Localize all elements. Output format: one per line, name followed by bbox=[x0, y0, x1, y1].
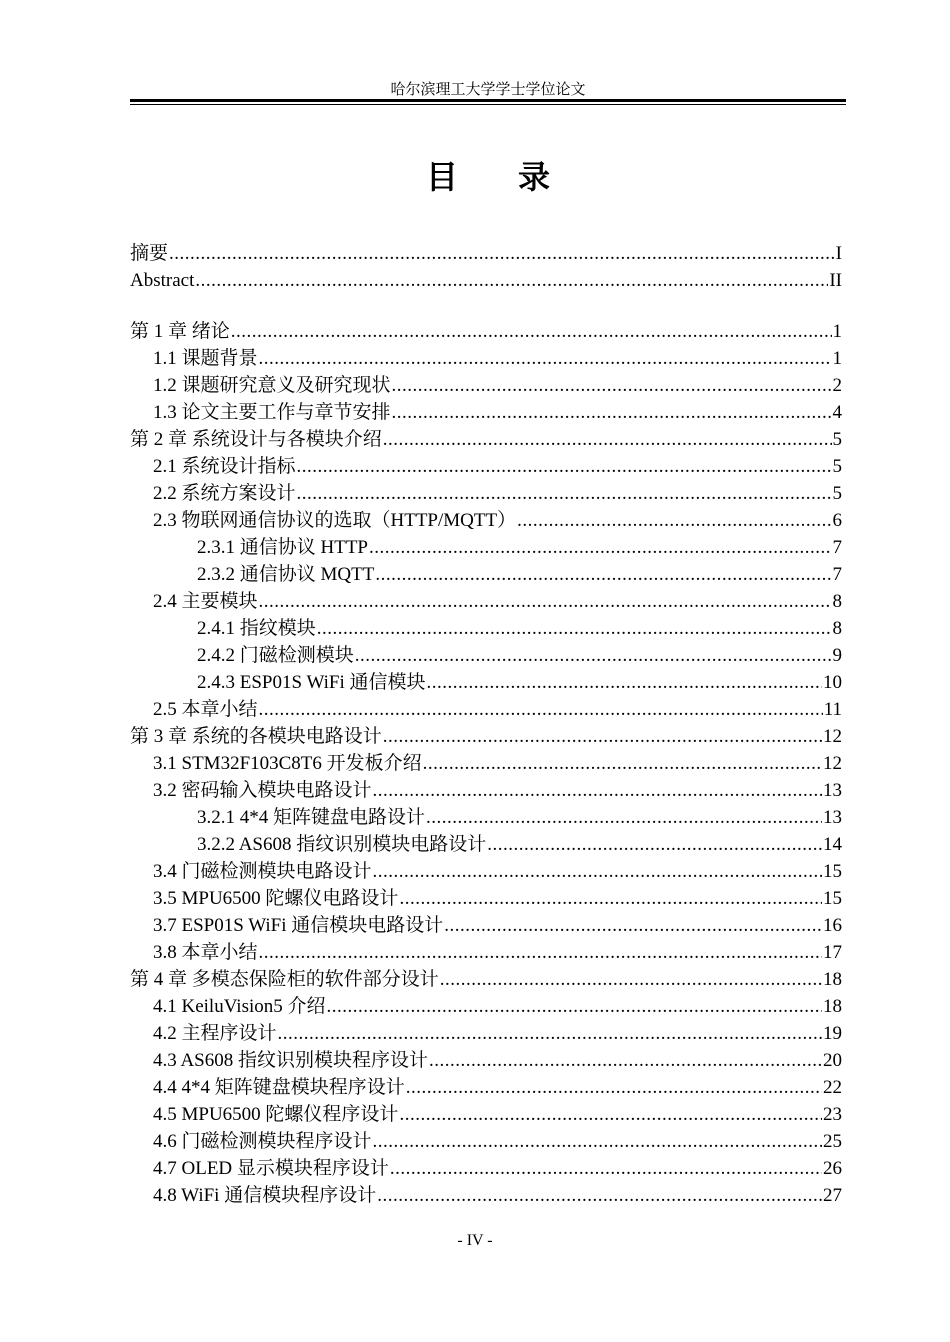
toc-entry-label: 2.4.2 门磁检测模块 bbox=[197, 645, 354, 666]
toc-entry[interactable] bbox=[130, 993, 842, 1020]
toc-entry[interactable] bbox=[130, 750, 842, 777]
toc-leader-dots bbox=[259, 939, 822, 966]
toc-entry-page: 1 bbox=[832, 348, 842, 369]
toc-entry[interactable] bbox=[130, 696, 842, 723]
toc-leader-dots bbox=[297, 453, 832, 480]
toc-leader-dots bbox=[487, 831, 822, 858]
toc-entry-label: 2.4.3 ESP01S WiFi 通信模块 bbox=[197, 672, 426, 693]
toc-entry-page: 8 bbox=[832, 618, 842, 639]
toc-entry[interactable] bbox=[130, 858, 842, 885]
toc-leader-dots bbox=[373, 1128, 822, 1155]
toc-entry-page: 16 bbox=[823, 915, 842, 936]
toc-entry[interactable] bbox=[130, 777, 842, 804]
toc-entry-page: 5 bbox=[832, 429, 842, 450]
toc-entry-page: 18 bbox=[823, 969, 842, 990]
toc-entry[interactable] bbox=[130, 426, 842, 453]
toc-leader-dots bbox=[259, 588, 832, 615]
toc-leader-dots bbox=[423, 750, 822, 777]
toc-entry-label: 4.7 OLED 显示模块程序设计 bbox=[153, 1158, 389, 1179]
toc-entry[interactable] bbox=[130, 1182, 842, 1209]
toc-entry[interactable] bbox=[130, 1155, 842, 1182]
toc-leader-dots bbox=[195, 267, 828, 294]
toc-entry-page: 19 bbox=[823, 1023, 842, 1044]
toc-entry[interactable] bbox=[130, 912, 842, 939]
toc-entry[interactable] bbox=[130, 561, 842, 588]
toc-leader-dots bbox=[440, 966, 822, 993]
toc-entry-label: 3.8 本章小结 bbox=[153, 942, 258, 963]
toc-leader-dots bbox=[369, 534, 831, 561]
toc-entry[interactable] bbox=[130, 1128, 842, 1155]
toc-entry-page: 4 bbox=[832, 402, 842, 423]
toc-leader-dots bbox=[231, 318, 832, 345]
header-rule-thick bbox=[130, 99, 846, 102]
toc-entry[interactable] bbox=[130, 588, 842, 615]
toc-entry-label: 4.8 WiFi 通信模块程序设计 bbox=[153, 1185, 377, 1206]
toc-entry-page: 13 bbox=[823, 780, 842, 801]
toc-leader-dots bbox=[278, 1020, 822, 1047]
toc-entry[interactable] bbox=[130, 804, 842, 831]
toc-entry-page: 8 bbox=[832, 591, 842, 612]
toc-entry-page: 22 bbox=[823, 1077, 842, 1098]
toc-entry-label: 第 1 章 绪论 bbox=[130, 321, 230, 342]
toc-leader-dots bbox=[392, 372, 832, 399]
toc-entry-page: 17 bbox=[823, 942, 842, 963]
toc-entry-page: 15 bbox=[823, 861, 842, 882]
toc-entry[interactable] bbox=[130, 1101, 842, 1128]
header-rule-thin bbox=[130, 104, 846, 105]
toc-entry-page: 15 bbox=[823, 888, 842, 909]
toc-leader-dots bbox=[383, 723, 822, 750]
table-of-contents bbox=[130, 240, 842, 1209]
toc-entry[interactable] bbox=[130, 939, 842, 966]
toc-entry[interactable] bbox=[130, 480, 842, 507]
toc-leader-dots bbox=[169, 240, 835, 267]
toc-leader-dots bbox=[355, 642, 832, 669]
toc-entry-label: 2.4.1 指纹模块 bbox=[197, 618, 316, 639]
toc-leader-dots bbox=[426, 804, 822, 831]
toc-entry[interactable] bbox=[130, 831, 842, 858]
toc-entry-page: 25 bbox=[823, 1131, 842, 1152]
toc-entry-label: 3.7 ESP01S WiFi 通信模块电路设计 bbox=[153, 915, 444, 936]
toc-entry-label: 3.1 STM32F103C8T6 开发板介绍 bbox=[153, 753, 422, 774]
toc-leader-dots bbox=[392, 399, 832, 426]
toc-entry-page: 20 bbox=[823, 1050, 842, 1071]
toc-entry-label: 3.4 门磁检测模块电路设计 bbox=[153, 861, 372, 882]
toc-entry-label: 2.3.2 通信协议 MQTT bbox=[197, 564, 375, 585]
toc-entry-page: 12 bbox=[823, 753, 842, 774]
toc-entry[interactable] bbox=[130, 885, 842, 912]
toc-entry[interactable] bbox=[130, 399, 842, 426]
toc-entry-page: 5 bbox=[832, 456, 842, 477]
toc-entry-label: 3.2.2 AS608 指纹识别模块电路设计 bbox=[197, 834, 487, 855]
toc-entry-page: 18 bbox=[823, 996, 842, 1017]
toc-entry-label: 1.1 课题背景 bbox=[153, 348, 258, 369]
toc-entry[interactable] bbox=[130, 372, 842, 399]
toc-entry-label: 2.5 本章小结 bbox=[153, 699, 258, 720]
toc-entry-page: 14 bbox=[823, 834, 842, 855]
toc-entry[interactable] bbox=[130, 1074, 842, 1101]
toc-entry[interactable] bbox=[130, 534, 842, 561]
toc-entry[interactable] bbox=[130, 345, 842, 372]
toc-entry[interactable] bbox=[130, 1020, 842, 1047]
toc-entry-page: 6 bbox=[832, 510, 842, 531]
toc-entry[interactable] bbox=[130, 1047, 842, 1074]
toc-entry-label: 2.3.1 通信协议 HTTP bbox=[197, 537, 369, 558]
toc-entry-label: 1.2 课题研究意义及研究现状 bbox=[153, 375, 391, 396]
toc-leader-dots bbox=[317, 615, 832, 642]
running-header: 哈尔滨理工大学学士学位论文 bbox=[390, 80, 586, 98]
toc-entry-page: 9 bbox=[832, 645, 842, 666]
toc-entry-label: 2.2 系统方案设计 bbox=[153, 483, 296, 504]
toc-entry[interactable] bbox=[130, 507, 842, 534]
toc-entry-page: 13 bbox=[823, 807, 842, 828]
toc-entry-label: 4.6 门磁检测模块程序设计 bbox=[153, 1131, 372, 1152]
toc-leader-dots bbox=[377, 1182, 822, 1209]
toc-leader-dots bbox=[427, 669, 822, 696]
toc-entry-label: 3.2 密码输入模块电路设计 bbox=[153, 780, 372, 801]
toc-entry[interactable] bbox=[130, 318, 842, 345]
toc-entry-label: 4.2 主程序设计 bbox=[153, 1023, 277, 1044]
toc-leader-dots bbox=[327, 993, 823, 1020]
toc-entry-page: 5 bbox=[832, 483, 842, 504]
toc-entry-page: 26 bbox=[823, 1158, 842, 1179]
toc-entry-label: 2.3 物联网通信协议的选取（HTTP/MQTT） bbox=[153, 510, 517, 531]
toc-leader-dots bbox=[390, 1155, 822, 1182]
toc-entry-label: 4.4 4*4 矩阵键盘模块程序设计 bbox=[153, 1077, 405, 1098]
toc-entry-page: 7 bbox=[832, 564, 842, 585]
toc-entry-label: 第 4 章 多模态保险柜的软件部分设计 bbox=[130, 969, 439, 990]
toc-leader-dots bbox=[373, 777, 822, 804]
toc-entry-label: 3.2.1 4*4 矩阵键盘电路设计 bbox=[197, 807, 426, 828]
toc-entry-page: I bbox=[835, 243, 842, 264]
toc-leader-dots bbox=[399, 1101, 822, 1128]
toc-entry[interactable] bbox=[130, 723, 842, 750]
toc-entry-page: 12 bbox=[823, 726, 842, 747]
toc-entry[interactable] bbox=[130, 669, 842, 696]
toc-entry[interactable] bbox=[130, 615, 842, 642]
toc-entry-page: II bbox=[829, 270, 842, 291]
toc-entry-page: 2 bbox=[832, 375, 842, 396]
toc-leader-dots bbox=[399, 885, 822, 912]
toc-entry-page: 27 bbox=[823, 1185, 842, 1206]
toc-leader-dots bbox=[406, 1074, 822, 1101]
toc-entry-label: 1.3 论文主要工作与章节安排 bbox=[153, 402, 391, 423]
toc-leader-dots bbox=[429, 1047, 822, 1074]
toc-entry-label: 第 2 章 系统设计与各模块介绍 bbox=[130, 429, 382, 450]
toc-leader-dots bbox=[259, 345, 832, 372]
toc-entry[interactable] bbox=[130, 966, 842, 993]
toc-leader-dots bbox=[259, 696, 823, 723]
toc-entry[interactable] bbox=[130, 267, 842, 294]
toc-entry-page: 1 bbox=[832, 321, 842, 342]
toc-entry-label: Abstract bbox=[130, 270, 195, 291]
toc-entry-label: 4.1 KeiluVision5 介绍 bbox=[153, 996, 326, 1017]
toc-entry-page: 23 bbox=[823, 1104, 842, 1125]
toc-leader-dots bbox=[383, 426, 832, 453]
toc-entry[interactable] bbox=[130, 642, 842, 669]
toc-leader-dots bbox=[517, 507, 831, 534]
toc-entry-label: 4.5 MPU6500 陀螺仪程序设计 bbox=[153, 1104, 399, 1125]
toc-entry[interactable] bbox=[130, 240, 842, 267]
toc-entry-label: 4.3 AS608 指纹识别模块程序设计 bbox=[153, 1050, 428, 1071]
toc-leader-dots bbox=[444, 912, 822, 939]
toc-leader-dots bbox=[375, 561, 831, 588]
toc-entry-label: 3.5 MPU6500 陀螺仪电路设计 bbox=[153, 888, 399, 909]
toc-entry-page: 10 bbox=[823, 672, 842, 693]
toc-entry-label: 摘要 bbox=[130, 243, 169, 264]
toc-entry-label: 第 3 章 系统的各模块电路设计 bbox=[130, 726, 382, 747]
toc-entry-label: 2.1 系统设计指标 bbox=[153, 456, 296, 477]
page-title: 目录 bbox=[425, 158, 610, 196]
toc-entry-label: 2.4 主要模块 bbox=[153, 591, 258, 612]
toc-entry-page: 7 bbox=[832, 537, 842, 558]
toc-leader-dots bbox=[297, 480, 832, 507]
page-number: - IV - bbox=[457, 1232, 493, 1249]
toc-entry[interactable] bbox=[130, 453, 842, 480]
toc-leader-dots bbox=[373, 858, 822, 885]
toc-entry-page: 11 bbox=[823, 699, 842, 720]
